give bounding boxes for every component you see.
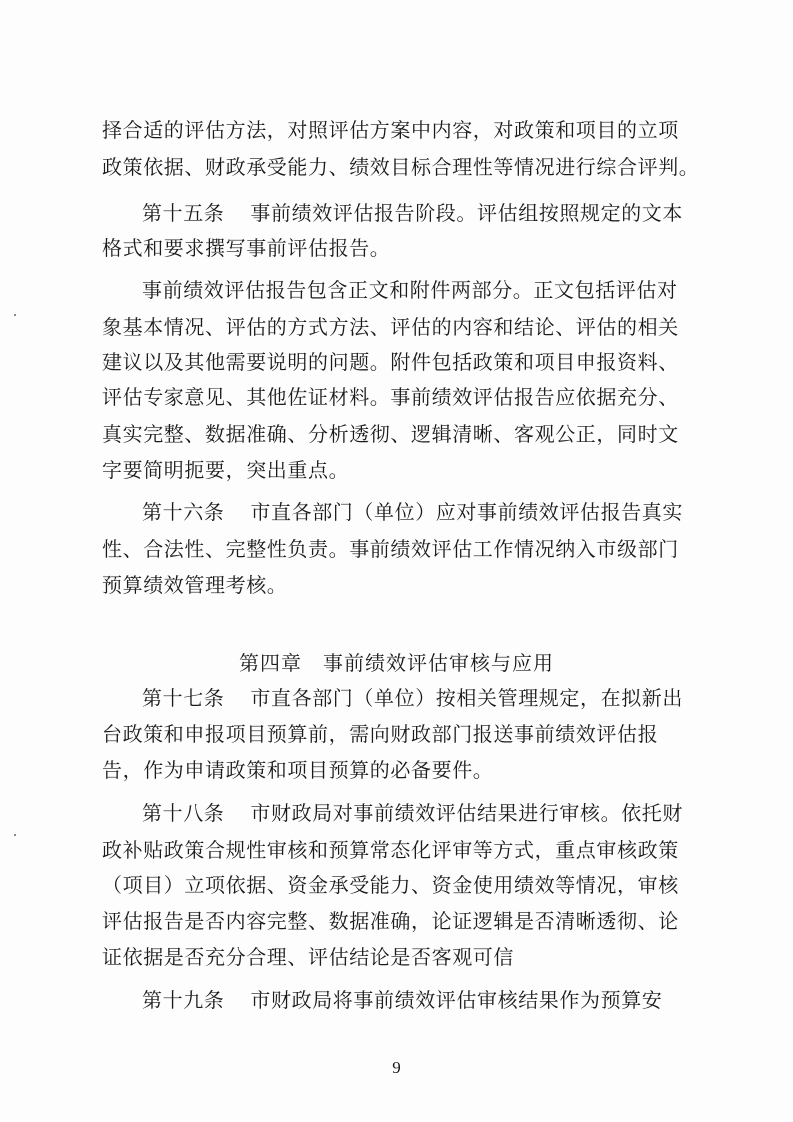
- body-line: 象基本情况、评估的方式方法、评估的内容和结论、评估的相关: [102, 315, 679, 339]
- article-text: 事前绩效评估报告阶段。评估组按照规定的文本: [250, 201, 684, 225]
- article-text: 市财政局将事前绩效评估审核结果作为预算安: [250, 988, 663, 1012]
- article-label: 第十九条: [142, 988, 225, 1012]
- article-text: 市直各部门（单位）按相关管理规定，在拟新出: [250, 686, 684, 710]
- article-label: 第十七条: [142, 686, 225, 710]
- article-16: [142, 500, 683, 524]
- body-line: 性、合法性、完整性负责。事前绩效评估工作情况纳入市级部门: [102, 537, 679, 561]
- chapter-heading: 第四章 事前绩效评估审核与应用: [239, 651, 554, 675]
- body-line: 评估专家意见、其他佐证材料。事前绩效评估报告应依据充分、: [102, 385, 679, 409]
- article-label: 第十五条: [142, 201, 225, 225]
- page-number: 9: [392, 1058, 401, 1077]
- body-line: 预算绩效管理考核。: [102, 573, 288, 597]
- article-19: [142, 988, 662, 1012]
- article-15: [142, 201, 683, 225]
- body-line: 择合适的评估方法，对照评估方案中内容，对政策和项目的立项: [102, 118, 679, 142]
- body-line: （项目）立项依据、资金承受能力、资金使用绩效等情况，审核: [102, 873, 679, 897]
- body-line: 台政策和申报项目预算前，需向财政部门报送事前绩效评估报: [102, 722, 659, 746]
- scan-speck: [14, 314, 16, 316]
- body-line: 政补贴政策合规性审核和预算常态化评审等方式，重点审核政策: [102, 838, 679, 862]
- scan-speck: [14, 834, 16, 836]
- article-text: 市直各部门（单位）应对事前绩效评估报告真实: [250, 500, 684, 524]
- body-line: 真实完整、数据准确、分析透彻、逻辑清晰、客观公正，同时文: [102, 422, 679, 446]
- body-line: 政策依据、财政承受能力、绩效目标合理性等情况进行综合评判。: [102, 155, 700, 179]
- article-label: 第十八条: [142, 801, 225, 825]
- body-line: 评估报告是否内容完整、数据准确，论证逻辑是否清晰透彻、论: [102, 909, 679, 933]
- article-18: [142, 801, 683, 825]
- body-line: 事前绩效评估报告包含正文和附件两部分。正文包括评估对: [142, 278, 678, 302]
- body-line: 格式和要求撰写事前评估报告。: [102, 236, 391, 260]
- body-line: 证依据是否充分合理、评估结论是否客观可信: [102, 945, 514, 969]
- body-line: 建议以及其他需要说明的问题。附件包括政策和项目申报资料、: [102, 350, 679, 374]
- body-line: 告，作为申请政策和项目预算的必备要件。: [102, 758, 494, 782]
- article-text: 市财政局对事前绩效评估结果进行审核。依托财: [250, 801, 684, 825]
- article-17: [142, 686, 683, 710]
- body-line: 字要简明扼要，突出重点。: [102, 458, 350, 482]
- article-label: 第十六条: [142, 500, 225, 524]
